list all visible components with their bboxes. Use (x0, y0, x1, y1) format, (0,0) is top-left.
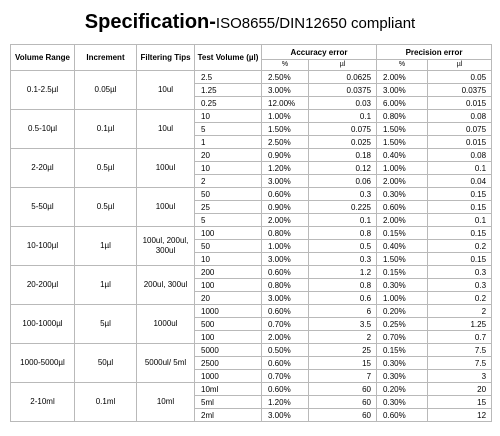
test-volume-cell: 5 (195, 214, 262, 227)
page-title (0, 9, 500, 37)
accuracy-percent-cell: 1.20% (262, 396, 309, 409)
test-volume-cell: 2 (195, 175, 262, 188)
test-volume-cell: 10ml (195, 383, 262, 396)
precision-percent-cell: 1.50% (377, 123, 428, 136)
increment-cell: 50µl (75, 344, 137, 383)
precision-ul-cell: 1.25 (428, 318, 492, 331)
precision-ul-cell: 12 (428, 409, 492, 422)
increment-cell: 0.1ml (75, 383, 137, 422)
accuracy-ul-cell: 0.12 (309, 162, 377, 175)
accuracy-percent-cell: 0.70% (262, 318, 309, 331)
test-volume-cell: 2500 (195, 357, 262, 370)
filtering-tips-cell: 200ul, 300ul (137, 266, 195, 305)
test-volume-cell: 5000 (195, 344, 262, 357)
accuracy-ul-cell: 0.3 (309, 188, 377, 201)
accuracy-percent-cell: 0.80% (262, 279, 309, 292)
accuracy-percent-cell: 3.00% (262, 253, 309, 266)
increment-cell: 0.5µl (75, 149, 137, 188)
precision-ul-cell: 15 (428, 396, 492, 409)
table-row (11, 110, 492, 123)
volume-range-cell: 0.5-10µl (11, 110, 75, 149)
header-precision-error: Precision error (377, 45, 492, 60)
sub-header-precision-percent: % (377, 60, 428, 71)
header-increment: Increment (75, 45, 137, 71)
precision-ul-cell: 0.3 (428, 266, 492, 279)
precision-percent-cell: 1.50% (377, 253, 428, 266)
precision-percent-cell: 0.20% (377, 305, 428, 318)
accuracy-ul-cell: 3.5 (309, 318, 377, 331)
accuracy-percent-cell: 0.60% (262, 266, 309, 279)
accuracy-percent-cell: 2.50% (262, 136, 309, 149)
header-accuracy-error: Accuracy error (262, 45, 377, 60)
precision-percent-cell: 1.00% (377, 292, 428, 305)
precision-percent-cell: 1.00% (377, 162, 428, 175)
precision-ul-cell: 20 (428, 383, 492, 396)
header-row (11, 45, 492, 60)
precision-ul-cell: 0.04 (428, 175, 492, 188)
accuracy-ul-cell: 25 (309, 344, 377, 357)
test-volume-cell: 20 (195, 149, 262, 162)
increment-cell: 0.1µl (75, 110, 137, 149)
test-volume-cell: 50 (195, 240, 262, 253)
accuracy-percent-cell: 1.50% (262, 123, 309, 136)
accuracy-percent-cell: 3.00% (262, 175, 309, 188)
test-volume-cell: 20 (195, 292, 262, 305)
accuracy-percent-cell: 3.00% (262, 292, 309, 305)
precision-ul-cell: 0.015 (428, 97, 492, 110)
test-volume-cell: 200 (195, 266, 262, 279)
filtering-tips-cell: 10ul (137, 110, 195, 149)
precision-ul-cell: 2 (428, 305, 492, 318)
precision-ul-cell: 0.08 (428, 110, 492, 123)
test-volume-cell: 10 (195, 253, 262, 266)
precision-percent-cell: 0.80% (377, 110, 428, 123)
accuracy-ul-cell: 0.03 (309, 97, 377, 110)
test-volume-cell: 1000 (195, 305, 262, 318)
test-volume-cell: 100 (195, 279, 262, 292)
accuracy-ul-cell: 2 (309, 331, 377, 344)
precision-ul-cell: 0.3 (428, 279, 492, 292)
table-row (11, 344, 492, 357)
volume-range-cell: 1000-5000µl (11, 344, 75, 383)
accuracy-percent-cell: 3.00% (262, 84, 309, 97)
precision-ul-cell: 0.1 (428, 162, 492, 175)
table-row (11, 305, 492, 318)
accuracy-percent-cell: 0.90% (262, 201, 309, 214)
precision-ul-cell: 0.2 (428, 240, 492, 253)
filtering-tips-cell: 10ul (137, 71, 195, 110)
precision-percent-cell: 0.40% (377, 240, 428, 253)
precision-percent-cell: 0.60% (377, 409, 428, 422)
accuracy-percent-cell: 2.00% (262, 331, 309, 344)
title-main: Specification- (84, 11, 216, 33)
accuracy-percent-cell: 0.90% (262, 149, 309, 162)
accuracy-percent-cell: 3.00% (262, 409, 309, 422)
specification-table-body (11, 71, 492, 422)
precision-percent-cell: 0.30% (377, 357, 428, 370)
header-filtering-tips: Filtering Tips (137, 45, 195, 71)
test-volume-cell: 100 (195, 331, 262, 344)
increment-cell: 5µl (75, 305, 137, 344)
accuracy-percent-cell: 0.60% (262, 383, 309, 396)
accuracy-ul-cell: 7 (309, 370, 377, 383)
volume-range-cell: 20-200µl (11, 266, 75, 305)
sub-header-accuracy-percent: % (262, 60, 309, 71)
accuracy-ul-cell: 0.06 (309, 175, 377, 188)
precision-percent-cell: 2.00% (377, 214, 428, 227)
accuracy-ul-cell: 60 (309, 383, 377, 396)
precision-ul-cell: 0.15 (428, 253, 492, 266)
precision-ul-cell: 0.15 (428, 227, 492, 240)
increment-cell: 0.05µl (75, 71, 137, 110)
precision-ul-cell: 7.5 (428, 344, 492, 357)
precision-ul-cell: 0.0375 (428, 84, 492, 97)
header-test-volume: Test Volume (µl) (195, 45, 262, 71)
test-volume-cell: 1 (195, 136, 262, 149)
precision-percent-cell: 0.15% (377, 227, 428, 240)
precision-ul-cell: 0.15 (428, 188, 492, 201)
test-volume-cell: 2ml (195, 409, 262, 422)
filtering-tips-cell: 1000ul (137, 305, 195, 344)
test-volume-cell: 5ml (195, 396, 262, 409)
filtering-tips-cell: 100ul (137, 188, 195, 227)
table-row (11, 266, 492, 279)
accuracy-percent-cell: 0.60% (262, 357, 309, 370)
precision-ul-cell: 0.2 (428, 292, 492, 305)
accuracy-percent-cell: 2.50% (262, 71, 309, 84)
test-volume-cell: 25 (195, 201, 262, 214)
volume-range-cell: 2-20µl (11, 149, 75, 188)
accuracy-ul-cell: 0.075 (309, 123, 377, 136)
precision-percent-cell: 0.40% (377, 149, 428, 162)
accuracy-ul-cell: 0.1 (309, 214, 377, 227)
title-standard: ISO8655/DIN12650 compliant (215, 15, 416, 32)
accuracy-percent-cell: 1.00% (262, 110, 309, 123)
precision-percent-cell: 2.00% (377, 71, 428, 84)
filtering-tips-cell: 5000ul/ 5ml (137, 344, 195, 383)
accuracy-ul-cell: 0.225 (309, 201, 377, 214)
accuracy-ul-cell: 0.18 (309, 149, 377, 162)
accuracy-ul-cell: 60 (309, 396, 377, 409)
precision-ul-cell: 0.1 (428, 214, 492, 227)
precision-ul-cell: 0.05 (428, 71, 492, 84)
test-volume-cell: 5 (195, 123, 262, 136)
test-volume-cell: 2.5 (195, 71, 262, 84)
volume-range-cell: 5-50µl (11, 188, 75, 227)
filtering-tips-cell: 10ml (137, 383, 195, 422)
test-volume-cell: 100 (195, 227, 262, 240)
test-volume-cell: 10 (195, 162, 262, 175)
precision-percent-cell: 0.30% (377, 396, 428, 409)
header-volume-range: Volume Range (11, 45, 75, 71)
precision-percent-cell: 0.60% (377, 201, 428, 214)
accuracy-ul-cell: 0.025 (309, 136, 377, 149)
precision-percent-cell: 0.20% (377, 383, 428, 396)
test-volume-cell: 500 (195, 318, 262, 331)
sub-header-accuracy-ul: µl (309, 60, 377, 71)
precision-percent-cell: 0.25% (377, 318, 428, 331)
volume-range-cell: 2-10ml (11, 383, 75, 422)
test-volume-cell: 50 (195, 188, 262, 201)
accuracy-ul-cell: 1.2 (309, 266, 377, 279)
precision-ul-cell: 0.15 (428, 201, 492, 214)
accuracy-ul-cell: 15 (309, 357, 377, 370)
volume-range-cell: 0.1-2.5µl (11, 71, 75, 110)
precision-percent-cell: 0.30% (377, 279, 428, 292)
precision-percent-cell: 0.70% (377, 331, 428, 344)
accuracy-percent-cell: 0.60% (262, 305, 309, 318)
test-volume-cell: 1000 (195, 370, 262, 383)
increment-cell: 0.5µl (75, 188, 137, 227)
accuracy-percent-cell: 1.00% (262, 240, 309, 253)
precision-percent-cell: 0.30% (377, 370, 428, 383)
table-row (11, 71, 492, 84)
sub-header-precision-ul: µl (428, 60, 492, 71)
volume-range-cell: 10-100µl (11, 227, 75, 266)
accuracy-percent-cell: 0.80% (262, 227, 309, 240)
precision-percent-cell: 0.30% (377, 188, 428, 201)
specification-table (10, 44, 492, 422)
accuracy-ul-cell: 0.3 (309, 253, 377, 266)
accuracy-ul-cell: 0.5 (309, 240, 377, 253)
precision-ul-cell: 7.5 (428, 357, 492, 370)
precision-percent-cell: 2.00% (377, 175, 428, 188)
precision-percent-cell: 0.15% (377, 266, 428, 279)
precision-ul-cell: 0.075 (428, 123, 492, 136)
precision-percent-cell: 0.15% (377, 344, 428, 357)
test-volume-cell: 1.25 (195, 84, 262, 97)
accuracy-ul-cell: 0.0625 (309, 71, 377, 84)
accuracy-percent-cell: 12.00% (262, 97, 309, 110)
accuracy-percent-cell: 1.20% (262, 162, 309, 175)
accuracy-percent-cell: 2.00% (262, 214, 309, 227)
precision-ul-cell: 3 (428, 370, 492, 383)
precision-ul-cell: 0.7 (428, 331, 492, 344)
filtering-tips-cell: 100ul (137, 149, 195, 188)
test-volume-cell: 10 (195, 110, 262, 123)
accuracy-ul-cell: 0.8 (309, 227, 377, 240)
accuracy-ul-cell: 6 (309, 305, 377, 318)
table-row (11, 227, 492, 240)
accuracy-percent-cell: 0.70% (262, 370, 309, 383)
filtering-tips-cell: 100ul, 200ul, 300ul (137, 227, 195, 266)
accuracy-ul-cell: 0.8 (309, 279, 377, 292)
accuracy-ul-cell: 0.1 (309, 110, 377, 123)
precision-percent-cell: 3.00% (377, 84, 428, 97)
accuracy-ul-cell: 0.0375 (309, 84, 377, 97)
precision-percent-cell: 1.50% (377, 136, 428, 149)
test-volume-cell: 0.25 (195, 97, 262, 110)
table-row (11, 188, 492, 201)
increment-cell: 1µl (75, 266, 137, 305)
precision-ul-cell: 0.015 (428, 136, 492, 149)
accuracy-ul-cell: 60 (309, 409, 377, 422)
increment-cell: 1µl (75, 227, 137, 266)
table-row (11, 149, 492, 162)
precision-percent-cell: 6.00% (377, 97, 428, 110)
volume-range-cell: 100-1000µl (11, 305, 75, 344)
precision-ul-cell: 0.08 (428, 149, 492, 162)
accuracy-ul-cell: 0.6 (309, 292, 377, 305)
accuracy-percent-cell: 0.60% (262, 188, 309, 201)
accuracy-percent-cell: 0.50% (262, 344, 309, 357)
table-row (11, 383, 492, 396)
